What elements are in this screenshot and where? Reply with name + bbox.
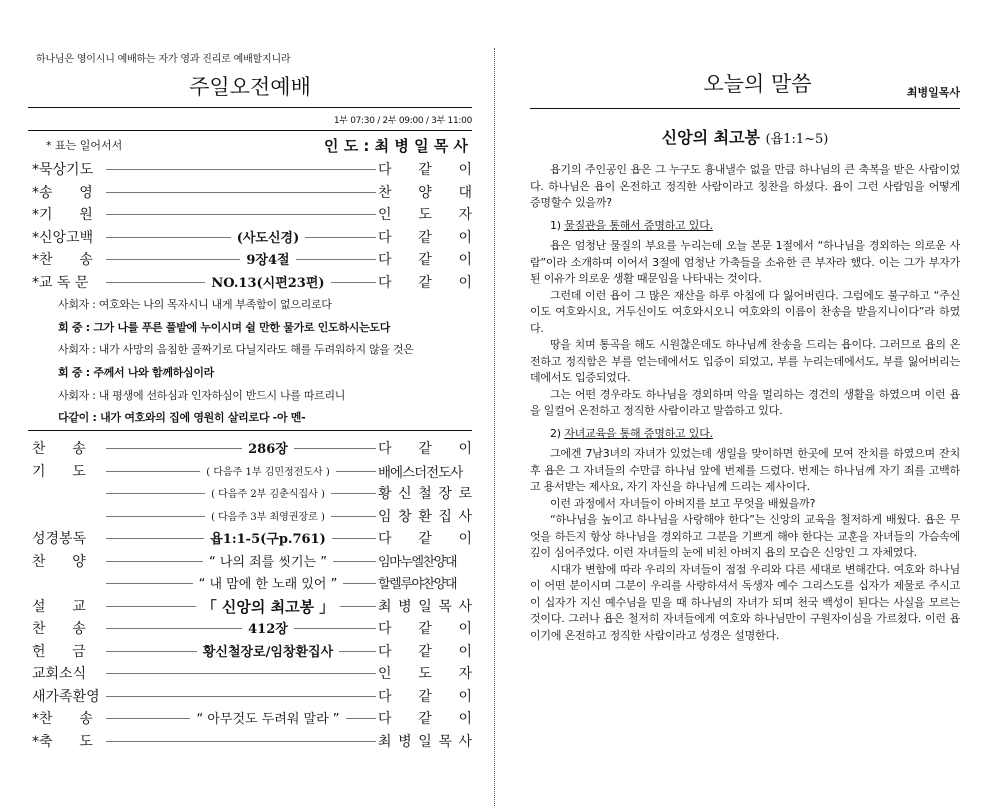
responsive-speaker: 사회자 :: [58, 343, 99, 357]
todays-word-title: 오늘의 말씀: [703, 72, 812, 96]
order-person-char: 일: [418, 598, 432, 615]
order-item: [28, 435, 472, 458]
order-person-char: 이: [458, 711, 472, 728]
order-person-char: 일: [418, 733, 432, 750]
responsive-text: 여호와는 나의 목자시니 내게 부족함이 없으리로다: [98, 298, 332, 311]
order-person: 임마누엘찬양대: [378, 554, 457, 570]
sermon-paragraph: 욥기의 주인공인 욥은 그 누구도 흉내낼수 없을 만큼 하나님의 큰 축복을 받은 사람이었다. 하나님은 욥이 온전하고 정직한 사람이라고 칭찬을 하셨다. 욥이 그런 사람임을 어떻게 증명할수 있을까?: [530, 163, 960, 209]
order-person: [378, 272, 472, 292]
order-item: [28, 638, 472, 661]
order-top-list: [28, 156, 472, 291]
order-person-char: 다: [378, 252, 392, 268]
responsive-line: [58, 291, 472, 314]
order-person-char: 자: [458, 666, 472, 683]
order-label: *기 원: [32, 207, 93, 223]
order-label: *찬 송: [32, 711, 93, 728]
order-item: [28, 458, 472, 481]
order-content-text: 황신철장로/임창환집사: [197, 645, 339, 660]
sermon-title-text: 신앙의 최고봉: [661, 128, 760, 147]
order-person-char: 다: [378, 441, 392, 458]
responsive-line: [58, 359, 472, 382]
responsive-speaker: 회 중 :: [58, 320, 94, 334]
order-item: [28, 683, 472, 706]
order-person-char: 같: [418, 441, 432, 458]
order-content: [148, 528, 388, 547]
sermon-paragraph: 시대가 변함에 따라 우리의 자녀들이 점점 우리와 다른 세대로 변해간다. 여호와 하나님이 어떤 분이시며 그분이 우리를 사랑하셔서 독생자 예수 그리스도를 십자가 제물로 주시고 이 십자가 지신 예수님을 믿을 때 하나님의 자녀가 되며 천국 백성이 된다는 사실을 모르는 것이다. 그러나 욥은 철저히 자녀들에게 여호와 하나님만이 구원자이심을 가르쳤다. 이런 욥이기에 온전하고 정직한 사람이라고 성경은 설명한다.: [530, 562, 960, 642]
order-person-char: 철: [418, 486, 432, 503]
order-person: [378, 438, 472, 458]
order-label: 찬 송: [32, 441, 86, 458]
sermon-body: [530, 162, 960, 644]
sermon-paragraph: 그는 어떤 경우라도 하나님을 경외하며 악을 멀리하는 경건의 생활을 하였으며 이런 욥을 일컬어 온전하고 정직한 사람이라고 말씀하고 있다.: [530, 387, 960, 417]
point-text: 물질관을 통해서 증명하고 있다.: [564, 218, 713, 232]
order-person: [378, 159, 472, 179]
sermon-reference: (욥1:1~5): [765, 132, 829, 147]
sermon-paragraph: 이런 과정에서 자녀들이 아버지를 보고 무엇을 배웠을까?: [550, 496, 816, 510]
order-person: 할렐루야찬양대: [378, 577, 457, 593]
order-person-char: 찬: [378, 184, 392, 201]
worship-order-column: [28, 50, 472, 750]
stand-note: * 표는 일어서서: [46, 139, 123, 152]
order-label: 찬 양: [32, 553, 86, 570]
order-person: [378, 483, 472, 503]
order-person: [378, 641, 472, 661]
order-content-text: ( 다음주 1부 김민정전도사 ): [200, 467, 335, 478]
order-person-char: 이: [458, 252, 472, 268]
order-person-char: 같: [418, 711, 432, 728]
order-content: [148, 551, 388, 570]
order-person-char: 창: [398, 508, 412, 525]
order-item: [28, 201, 472, 224]
order-person-char: 다: [378, 274, 392, 291]
order-person: [378, 708, 472, 728]
order-person-char: 인: [378, 207, 392, 223]
service-times: 1부 07:30 / 2부 09:00 / 3부 11:00: [28, 113, 472, 131]
responsive-speaker: 사회자 :: [58, 298, 99, 311]
order-label: 헌 금: [32, 643, 86, 660]
order-person-char: 같: [418, 229, 432, 246]
order-person-char: 목: [438, 733, 452, 750]
sermon-paragraph: 욥은 엄청난 물질의 부요를 누리는데 오늘 본문 1절에서 “하나님을 경외하는 의로운 사람”이라 소개하며 이어서 3절에 엄청난 가축들을 소유한 큰 부자라 했다. 이는 그가 부자가 된 이유가 의로운 생활 때문임을 나타내는 것이다.: [530, 239, 960, 285]
leader-line: [106, 192, 376, 193]
order-item: [28, 570, 472, 593]
responsive-text: 내가 사망의 음침한 골짜기로 다닐지라도 해를 두려워하지 않을 것은: [98, 343, 414, 357]
order-person-char: 같: [418, 252, 432, 268]
order-content-text: 욥1:1-5(구p.761): [204, 532, 332, 547]
leader-row: [28, 131, 472, 156]
order-person: [378, 663, 472, 683]
leader-line: [106, 214, 376, 215]
order-person-char: 신: [398, 486, 412, 503]
order-label: 새가족환영: [32, 688, 100, 705]
order-item: [28, 179, 472, 202]
responsive-text: 내가 여호와의 집에 영원히 살리로다 -아 멘-: [100, 411, 306, 425]
responsive-text: 주께서 나와 함께하심이라: [93, 366, 214, 380]
order-item: [28, 156, 472, 179]
order-person-char: 병: [398, 733, 412, 750]
order-person-char: 양: [418, 184, 432, 201]
order-person: 배에스더전도사: [378, 464, 463, 481]
order-person-char: 다: [378, 229, 392, 246]
order-content: [148, 618, 388, 637]
responsive-line: [58, 382, 472, 405]
responsive-speaker: 다같이 :: [58, 411, 101, 425]
order-item: [28, 593, 472, 616]
order-item: [28, 503, 472, 526]
order-item: [28, 224, 472, 247]
order-person-char: 환: [418, 508, 432, 525]
order-label: 설 교: [32, 598, 86, 615]
responsive-speaker: 사회자 :: [58, 388, 99, 402]
order-label: 찬 송: [32, 621, 86, 638]
order-item: [28, 615, 472, 638]
point-number: 1): [550, 218, 565, 232]
order-person-char: 같: [418, 643, 432, 660]
order-item: [28, 525, 472, 548]
order-person-char: 이: [458, 531, 472, 548]
sermon-paragraph: 그런데 이런 욥이 그 많은 재산을 하루 아침에 다 잃어버린다. 그럼에도 불구하고 “주신이도 여호와시요, 거두신이도 여호와시오니 여호와의 이름이 찬송을 받을지니이다”라 하였다.: [530, 288, 960, 335]
order-person-char: 자: [458, 207, 472, 223]
order-label: *축 도: [32, 733, 93, 750]
sermon-point-heading: [530, 218, 960, 235]
service-title: 주일오전예배: [28, 71, 472, 108]
sermon-paragraph: “하나님을 높이고 하나님을 사랑해야 한다”는 신앙의 교육을 철저하게 배웠다. 욥은 무엇을 하든지 항상 하나님을 경외하고 그분을 기쁘게 해야 한다는 교훈을 자녀들의 가슴속에 깊이 심어주었다. 이런 자녀들의 눈에 비친 아버지 욥의 모습은 신앙인 그 자체였다.: [530, 513, 960, 559]
order-person-char: 같: [418, 162, 432, 178]
order-person-char: 사: [458, 508, 472, 525]
order-label: 성경봉독: [32, 531, 87, 548]
order-person-char: 로: [458, 486, 472, 503]
order-person: [378, 204, 472, 224]
responsive-speaker: 회 중 :: [58, 366, 94, 380]
order-content: [148, 708, 388, 727]
leader-line: [106, 169, 376, 170]
order-item: [28, 246, 472, 269]
order-person-char: 다: [378, 621, 392, 638]
order-label: *송 영: [32, 184, 93, 201]
order-content-text: (사도신경): [231, 231, 306, 246]
order-person-char: 다: [378, 643, 392, 660]
order-content: [148, 596, 388, 617]
order-person: [378, 227, 472, 247]
order-person-char: 이: [458, 643, 472, 660]
order-person-char: 장: [438, 486, 452, 503]
order-person-char: 인: [378, 666, 392, 683]
order-content: [148, 641, 388, 660]
order-person-char: 목: [438, 598, 452, 615]
order-content-text: 「 신앙의 최고봉 」: [196, 598, 341, 616]
order-label: *묵상기도: [32, 162, 94, 178]
order-person-char: 다: [378, 531, 392, 548]
order-content-text: 412장: [242, 622, 294, 637]
responsive-text: 그가 나를 푸른 풀밭에 누이시며 쉴 만한 물가로 인도하시는도다: [93, 320, 391, 334]
order-content: [148, 438, 388, 457]
order-person-char: 다: [378, 688, 392, 705]
order-content-text: NO.13(시편23편): [205, 276, 330, 291]
order-label: *찬 송: [32, 252, 93, 268]
order-person: [378, 528, 472, 548]
responsive-line: [58, 404, 472, 427]
point-text: 자녀교육을 통해 증명하고 있다.: [564, 426, 713, 440]
sermon-column: [530, 68, 960, 644]
sermon-point-heading: [530, 426, 960, 443]
order-person-char: 최: [378, 733, 392, 750]
point-number: 2): [550, 426, 565, 440]
leader-line: [106, 696, 376, 697]
order-content-text: 9장4절: [240, 253, 295, 268]
order-person: [378, 506, 472, 526]
order-person: [378, 618, 472, 638]
order-person-char: 이: [458, 441, 472, 458]
order-content: [148, 227, 388, 246]
responsive-text: 내 평생에 선하심과 인자하심이 반드시 나를 따르리니: [98, 388, 346, 402]
order-content: [148, 249, 388, 268]
order-person-char: 도: [418, 207, 432, 223]
order-label: *교 독 문: [32, 274, 89, 291]
responsive-reading: [28, 291, 472, 427]
order-person-char: 황: [378, 486, 392, 503]
order-person-char: 같: [418, 274, 432, 291]
order-person-char: 이: [458, 162, 472, 178]
order-person-char: 도: [418, 666, 432, 683]
header-verse: 하나님은 영이시니 예배하는 자가 영과 진리로 예배할지니라: [36, 54, 291, 65]
order-content-text: “ 내 맘에 한 노래 있어 ”: [193, 577, 344, 592]
order-item: [28, 728, 472, 751]
order-person: [378, 686, 472, 706]
order-person-char: 병: [398, 598, 412, 615]
order-content: [148, 508, 388, 523]
order-person-char: 이: [458, 229, 472, 246]
order-bottom-list: [28, 435, 472, 750]
order-person-char: 이: [458, 274, 472, 291]
order-person-char: 다: [378, 711, 392, 728]
order-label: *신앙고백: [32, 229, 94, 246]
pastor-name: 최병일목사: [906, 86, 960, 99]
sermon-title: [530, 125, 960, 148]
order-person: [378, 596, 472, 616]
order-person: [378, 249, 472, 269]
order-item: [28, 705, 472, 728]
order-content-text: “ 아무것도 두려워 말라 ”: [190, 712, 345, 727]
responsive-line: [58, 314, 472, 337]
order-content: [148, 573, 388, 592]
order-item: [28, 548, 472, 571]
leader-label: 인 도 : 최 병 일 목 사: [324, 137, 468, 155]
sermon-paragraph: 땅을 치며 통곡을 해도 시원찮은데도 하나님께 찬송을 드리는 욥이다. 그러므로 욥의 온전하고 정직함은 부를 얻는데에서도 입증이 되었고, 부를 누리는데에서도, 부를 잃어버리는데에서도 입증되었다.: [530, 338, 960, 384]
order-person: [378, 731, 472, 751]
order-person-char: 이: [458, 688, 472, 705]
order-label: 기 도: [32, 463, 86, 480]
responsive-line: [58, 336, 472, 359]
order-person: [378, 182, 472, 202]
order-content: [148, 485, 388, 500]
order-person-char: 사: [458, 733, 472, 750]
order-content-text: “ 나의 죄를 씻기는 ”: [203, 555, 333, 570]
leader-line: [106, 741, 376, 742]
order-content: [148, 272, 388, 291]
order-person-char: 집: [438, 508, 452, 525]
order-person-char: 이: [458, 621, 472, 638]
title-rule: [530, 108, 960, 109]
order-person-char: 같: [418, 531, 432, 548]
order-item: [28, 480, 472, 503]
section-divider: [28, 430, 472, 431]
order-person-char: 대: [458, 184, 472, 201]
order-person-char: 임: [378, 508, 392, 525]
order-content: [148, 463, 388, 478]
column-divider: [494, 48, 495, 806]
order-item: [28, 660, 472, 683]
order-person-char: 사: [458, 598, 472, 615]
sermon-paragraph: 그에겐 7남3녀의 자녀가 있었는데 생일을 맞이하면 한곳에 모여 잔치를 하였으며 잔치 후 욥은 그 자녀들의 수만큼 하나님 앞에 번제를 드렸다. 번제는 하나님께 자기 죄를 고백하고 용서받는 제사요, 자기 자신을 하나님께 드리는 제사이다.: [530, 447, 960, 493]
order-person-char: 다: [378, 162, 392, 178]
order-content-text: ( 다음주 3부 최영권장로 ): [205, 512, 331, 523]
order-label: 교회소식: [32, 666, 87, 683]
order-content-text: 286장: [242, 442, 294, 457]
order-person-char: 최: [378, 598, 392, 615]
order-content-text: ( 다음주 2부 김춘식집사 ): [205, 489, 331, 500]
order-item: [28, 269, 472, 292]
order-person-char: 같: [418, 688, 432, 705]
order-person-char: 같: [418, 621, 432, 638]
leader-line: [106, 673, 376, 674]
